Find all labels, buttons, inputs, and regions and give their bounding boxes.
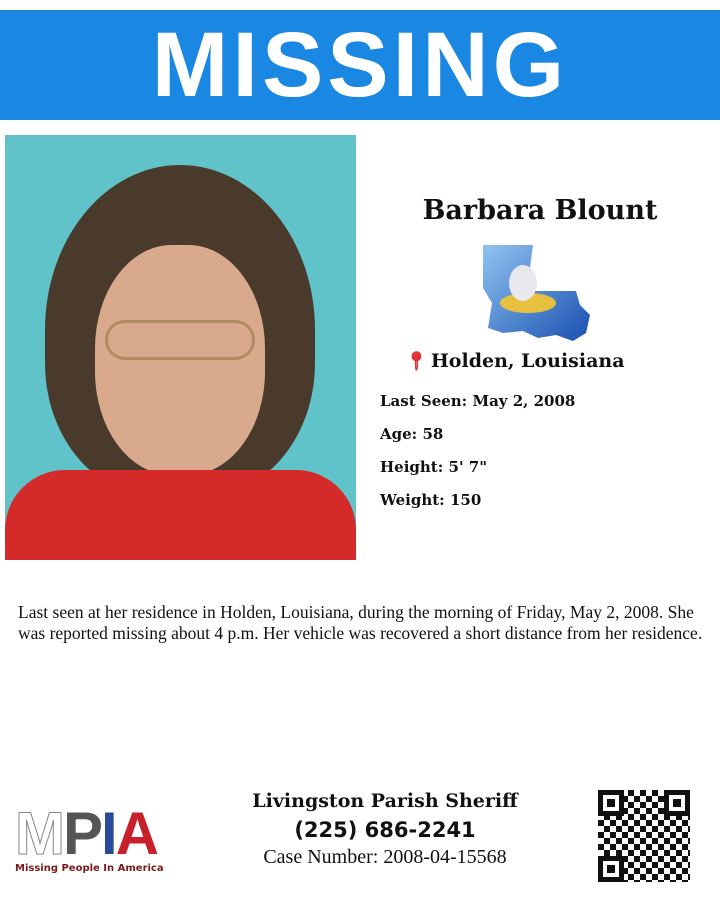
mpia-logo: MPIA Missing People In America [15,805,185,880]
description: Last seen at her residence in Holden, Louisiana, during the morning of Friday, May 2, 2008. She was reported missing about 4 p.m. Her vehicle was recovered a short distance from her residence. [18,602,703,643]
location-text: Holden, Louisiana [430,350,625,372]
fact-height: Height: 5' 7" [380,458,488,476]
case-number: Case Number: 2008-04-15568 [263,846,507,868]
agency-name: Livingston Parish Sheriff [252,790,518,812]
logo-tagline: Missing People In America [15,863,164,874]
qr-code-icon[interactable] [598,790,690,882]
location [405,350,625,372]
fact-age: Age: 58 [380,425,444,443]
phone-number: (225) 686-2241 [294,818,476,842]
contact-info [210,790,560,869]
map-pin-icon: 📍︎ [405,350,428,372]
fact-last-seen: Last Seen: May 2, 2008 [380,392,576,410]
person-name: Barbara Blount [422,195,658,226]
fact-weight: Weight: 150 [380,491,482,509]
banner-title: MISSING [151,13,569,116]
missing-banner [0,10,720,120]
person-photo [5,135,356,560]
louisiana-state-flag-icon [478,243,593,348]
